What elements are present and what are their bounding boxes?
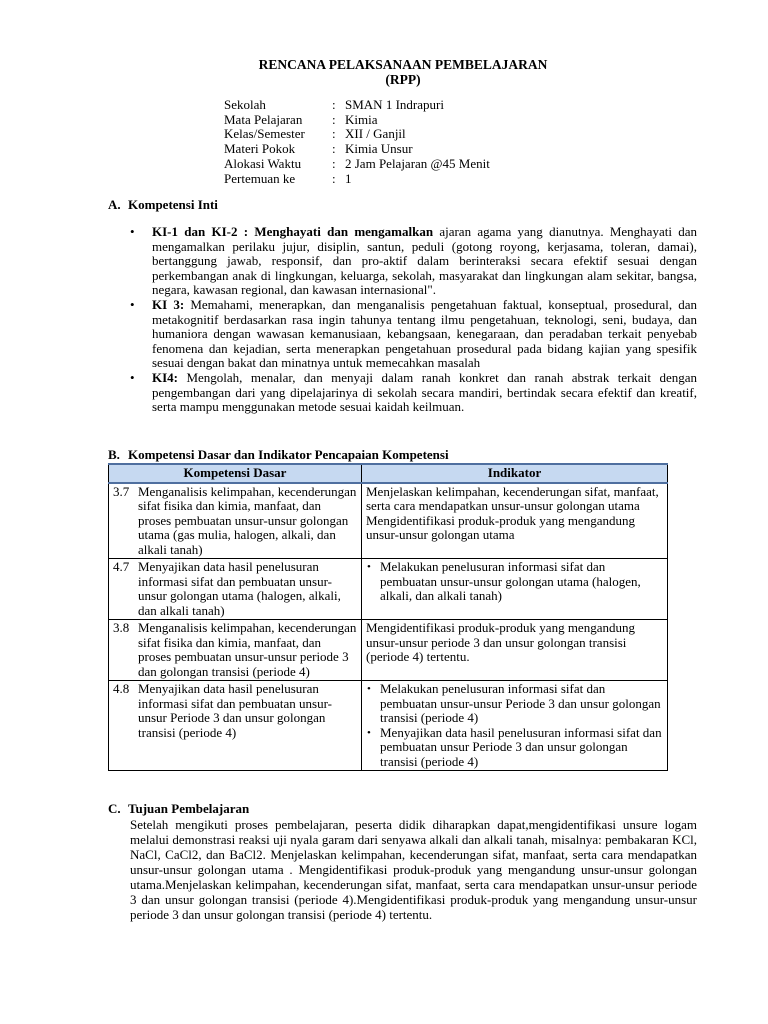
bullet-icon: • <box>367 726 371 739</box>
section-c-title: Tujuan Pembelajaran <box>128 801 250 816</box>
identity-value: SMAN 1 Indrapuri <box>345 97 444 112</box>
identity-row <box>224 142 490 157</box>
ki-text: ajaran agama yang dianutnya. Menghayati dan mengamalkan perilaku jujur, disiplin, santun, peduli (gotong royong, kerjasama, toleran, damai), bertanggung jawab, responsif, dan pro-aktif dalam berinteraksi secara efektif sesuai dengan perkembangan anak di lingkungan, keluarga, sekolah, masyarakat dan lingkungan alam sekitar, bangsa, negara, kawasan regional, dan kawasan internasional". <box>152 224 697 298</box>
identity-value: 2 Jam Pelajaran @45 Menit <box>345 155 490 171</box>
table-row <box>109 483 668 559</box>
identity-row <box>224 127 490 142</box>
section-a-title: Kompetensi Inti <box>128 197 218 212</box>
section-a-heading <box>108 198 218 213</box>
section-c-heading <box>108 802 249 817</box>
identity-separator: : <box>332 97 336 112</box>
section-b-letter: B. <box>108 447 120 462</box>
kompetensi-inti-list <box>130 225 697 415</box>
identity-label: Alokasi Waktu <box>224 155 302 171</box>
kd-text: Menyajikan data hasil penelusuran informasi sifat dan pembuatan unsur-unsur golongan utama (halogen, alkali, dan alkali tanah) <box>138 559 341 618</box>
identity-value: Kimia <box>345 111 378 127</box>
ki-text: Memahami, menerapkan, dan menganalisis pengetahuan faktual, konseptual, prosedural, dan metakognitif berdasarkan rasa ingin tahunya tentang ilmu pengetahuan, teknologi, seni, budaya, dan humaniora dengan wawasan kemanusiaan, kebangsaan, kenegaraan, dan peradaban terkait penyebab fenomena dan kejadian, serta menerapkan pengetahuan prosedural pada bidang kajian yang spesifik sesuai dengan bakat dan minatnya untuk memecahkan masalah <box>152 296 698 371</box>
identity-value: 1 <box>345 170 352 186</box>
ki-label: KI4: <box>152 369 178 385</box>
list-item <box>130 298 697 371</box>
indikator-text: Mengidentifikasi produk-produk yang mengandung unsur-unsur periode 3 dan unsur golongan transisi (periode 4) tertentu. <box>366 620 635 664</box>
kd-text: Menyajikan data hasil penelusuran informasi sifat dan pembuatan unsur-unsur Periode 3 dan unsur golongan transisi (periode 4) <box>138 681 332 740</box>
kd-cell <box>109 559 362 620</box>
section-c-letter: C. <box>108 801 121 816</box>
identity-row <box>224 157 490 172</box>
list-item <box>130 225 697 298</box>
bullet-icon: • <box>130 296 135 312</box>
section-a-letter: A. <box>108 197 121 212</box>
identity-separator: : <box>332 141 336 157</box>
list-item <box>366 682 663 726</box>
identity-label: Kelas/Semester <box>224 126 305 142</box>
identity-label: Sekolah <box>224 97 266 112</box>
tujuan-paragraph: Setelah mengikuti proses pembelajaran, peserta didik diharapkan dapat,mengidentifikasi unsure logam melalui demonstrasi reaksi uji nyala garam dari senyawa alkali dan alkali tanah, misalnya: pembakaran KCl, NaCl, CaCl2, dan BaCl2. Menjelaskan kelimpahan, kecenderungan sifat, manfaat, serta cara mendapatkan unsur-unsur golongan utama . Mengidentifikasi produk-produk yang mengandung unsur-unsur golongan utama.Menjelaskan kelimpahan, kecenderungan sifat, manfaat, serta cara mendapatkan unsur-unsur periode 3 dan unsur golongan transisi (periode 4).Mengidentifikasi produk-produk yang mengandung unsur-unsur periode 3 dan unsur golongan transisi (periode 4) tertentu. <box>130 817 697 922</box>
identity-label: Pertemuan ke <box>224 170 296 186</box>
identity-separator: : <box>332 155 336 171</box>
column-header-indikator: Indikator <box>362 464 668 483</box>
list-item <box>366 726 663 770</box>
ki-label: KI-1 dan KI-2 : Menghayati dan mengamalkan <box>152 224 434 239</box>
bullet-icon: • <box>130 369 135 385</box>
section-b-title: Kompetensi Dasar dan Indikator Pencapaian Kompetensi <box>128 447 449 462</box>
identity-row <box>224 98 490 113</box>
kd-text: Menganalisis kelimpahan, kecenderungan sifat fisika dan kimia, manfaat, dan proses pembuatan unsur-unsur golongan utama (gas mulia, halogen, alkali, dan alkali tanah) <box>138 483 357 557</box>
title-line-2: (RPP) <box>385 72 421 87</box>
bullet-icon: • <box>367 561 371 573</box>
identity-separator: : <box>332 111 336 127</box>
kd-number: 3.7 <box>113 483 130 499</box>
table-row <box>109 620 668 681</box>
table-row <box>109 559 668 620</box>
indikator-text: Menjelaskan kelimpahan, kecenderungan sifat, manfaat, serta cara mendapatkan unsur-unsur golongan utama Mengidentifikasi produk-produk yang mengandung unsur-unsur golongan utama <box>366 483 659 542</box>
table-header-row <box>109 464 668 483</box>
identity-separator: : <box>332 170 336 186</box>
list-item <box>366 560 663 604</box>
kd-number: 3.8 <box>113 620 130 635</box>
identity-row <box>224 113 490 128</box>
kd-cell <box>109 620 362 681</box>
indikator-cell <box>362 681 668 771</box>
identity-label: Materi Pokok <box>224 141 296 157</box>
identity-value: Kimia Unsur <box>345 141 413 157</box>
bullet-icon: • <box>367 683 371 695</box>
kd-number: 4.8 <box>113 681 130 696</box>
table-row <box>109 681 668 771</box>
section-b-heading <box>108 448 449 463</box>
kd-number: 4.7 <box>113 559 130 574</box>
indikator-cell <box>362 620 668 681</box>
kd-cell <box>109 483 362 559</box>
indikator-cell <box>362 483 668 559</box>
page-title <box>0 57 768 87</box>
list-item <box>130 371 697 415</box>
identity-separator: : <box>332 126 336 142</box>
kd-cell <box>109 681 362 771</box>
bullet-icon: • <box>130 224 135 239</box>
kd-indikator-table <box>108 463 668 771</box>
ki-label: KI 3: <box>152 296 185 312</box>
indikator-text: Melakukan penelusuran informasi sifat dan pembuatan unsur-unsur golongan utama (halogen, alkali, dan alkali tanah) <box>380 559 641 603</box>
column-header-kd: Kompetensi Dasar <box>109 464 362 483</box>
title-line-1: RENCANA PELAKSANAAN PEMBELAJARAN <box>258 57 548 72</box>
identity-table <box>224 98 490 186</box>
indikator-text: Melakukan penelusuran informasi sifat dan pembuatan unsur-unsur Periode 3 dan unsur golongan transisi (periode 4) <box>380 681 661 725</box>
identity-row <box>224 172 490 187</box>
identity-value: XII / Ganjil <box>345 126 406 142</box>
indikator-text: Menyajikan data hasil penelusuran informasi sifat dan pembuatan unsur Periode 3 dan unsur golongan transisi (periode 4) <box>380 724 662 769</box>
indikator-cell <box>362 559 668 620</box>
identity-label: Mata Pelajaran <box>224 111 303 127</box>
ki-text: Mengolah, menalar, dan menyaji dalam ranah konkret dan ranah abstrak terkait dengan pengembangan dari yang dipelajarinya di sekolah secara mandiri, bertindak secara efektif dan kreatif, serta mampu menggunakan metode sesuai kaidah keilmuan. <box>152 369 697 415</box>
kd-text: Menganalisis kelimpahan, kecenderungan sifat fisika dan kimia, manfaat, dan proses pembuatan unsur-unsur periode 3 dan golongan transisi (periode 4) <box>138 620 357 679</box>
